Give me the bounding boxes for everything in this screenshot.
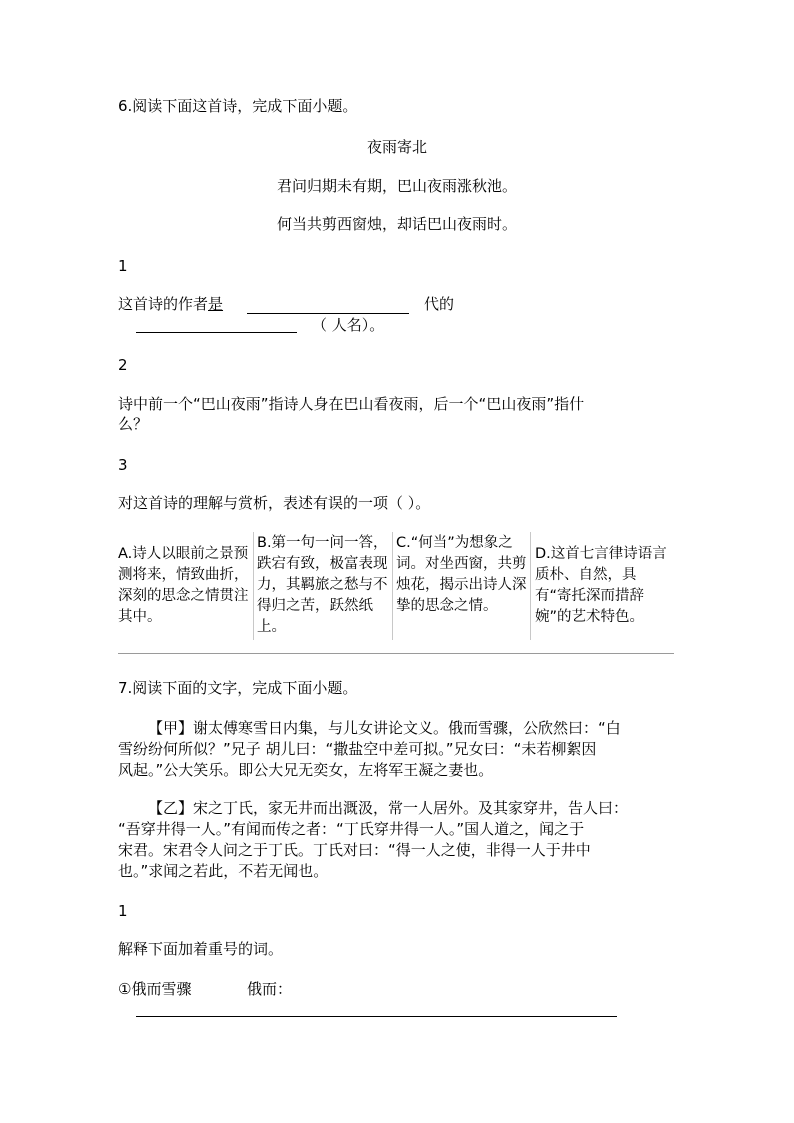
poem-title: 夜雨寄北 [366,138,427,156]
option-a[interactable]: A.诗人以眼前之景预测将来，情致曲折，深刻的思念之情贯注其中。 [118,546,249,625]
passage-yi-line3: 宋君。宋君令人问之于丁氏。丁氏对曰：“得一人之使，非得一人于井中 [118,841,591,859]
q6-sub1-text [118,294,223,314]
q6-sub1-number: 1 [118,257,128,275]
option-divider [530,532,531,640]
section-divider [118,653,674,654]
q6-sub1-text-c: 代的 [424,295,455,313]
q6-sub2-number: 2 [118,356,128,374]
item1-answer-blank[interactable] [136,1016,617,1017]
poem-line-2: 何当共剪西窗烛，却话巴山夜雨时。 [276,215,517,233]
q6-sub2-text-line2: 么？ [118,415,149,433]
passage-jia-line2: 雪纷纷何所似？”兄子 胡儿曰：“撒盐空中差可拟。”兄女曰：“未若柳絮因 [118,740,597,758]
q6-sub1-text-b: 是 [208,295,224,313]
q7-item1-phrase: ①俄而雪骤 [118,980,192,998]
passage-yi-line1: 【乙】宋之丁氏，家无井而出溉汲，常一人居外。及其家穿井，告人曰： [148,799,629,817]
option-b[interactable]: B.第一句一问一答，跌宕有致，极富表现力，其羁旅之愁与不得归之苦，跃然纸上。 [257,535,388,635]
passage-yi-line2: “吾穿井得一人。”有闻而传之者：“丁氏穿井得一人。”国人道之，闻之于 [118,820,585,838]
author-dynasty-blank[interactable] [247,313,409,314]
option-c[interactable]: C.“何当”为想象之词。对坐西窗，共剪烛花，揭示出诗人深挚的思念之情。 [396,535,527,614]
passage-jia-line1: 【甲】谢太傅寒雪日内集，与儿女讲论文义。俄而雪骤，公欣然曰：“白 [148,719,621,737]
q7-intro: 7.阅读下面的文字，完成下面小题。 [118,679,358,697]
option-d[interactable]: D.这首七言律诗语言质朴、自然，具有“寄托深而措辞婉”的艺术特色。 [535,546,667,625]
q7-item1-word: 俄而： [247,980,293,998]
poem-line-1: 君问归期未有期，巴山夜雨涨秋池。 [276,177,517,195]
option-divider [253,532,254,640]
q6-sub1-text-a: 这首诗的作者 [118,295,209,313]
q6-intro: 6.阅读下面这首诗，完成下面小题。 [118,97,358,115]
q6-sub3-text: 对这首诗的理解与赏析，表述有误的一项（ ）。 [118,494,431,512]
passage-yi-line4: 也。”求闻之若此，不若无闻也。 [118,862,329,880]
author-name-blank[interactable] [136,332,297,333]
q6-sub3-number: 3 [118,456,128,474]
passage-jia-line3: 风起。”公大笑乐。即公大兄无奕女，左将军王凝之妻也。 [118,761,494,779]
q6-sub2-text-line1: 诗中前一个“巴山夜雨”指诗人身在巴山看夜雨，后一个“巴山夜雨”指什 [118,395,585,413]
option-divider [392,532,393,640]
q7-sub1-text: 解释下面加着重号的词。 [118,940,284,958]
q7-sub1-number: 1 [118,902,128,920]
q6-sub1-text-d: （ 人名）。 [312,316,385,334]
